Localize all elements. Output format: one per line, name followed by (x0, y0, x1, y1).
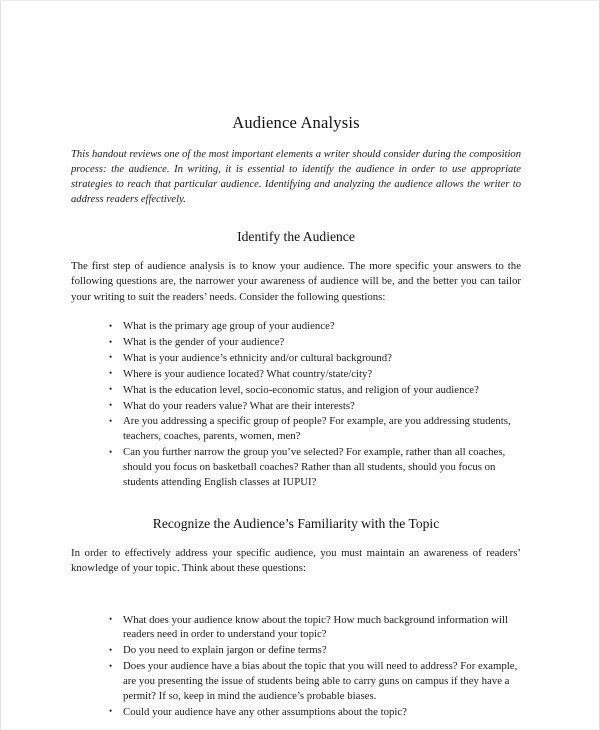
list-item: • What is the primary age group of your audience? (71, 319, 521, 334)
list-item: • Does your audience have a bias about the topic that you will need to address? For example, are you presenting the issue of students being able to carry guns on campus if they have a permit? If so, keep in mind the audience’s probable biases. (71, 659, 521, 704)
section-recognize-familiarity (71, 516, 521, 720)
section-heading-identify-the-audience: Identify the Audience (237, 229, 355, 245)
list-item: • Where is your audience located? What country/state/city? (71, 367, 521, 382)
document-body (71, 113, 521, 721)
list-item: • What do your readers value? What are their interests? (71, 399, 521, 414)
list-item: • What is the education level, socio-economic status, and religion of your audience? (71, 383, 521, 398)
list-item: • Can you further narrow the group you’ve selected? For example, rather than all coaches, should you focus on basketball coaches? Rather than all students, should you focus on students attending English classes at IUPUI? (71, 445, 521, 490)
section-identify-the-audience (71, 229, 521, 490)
list-item: • What is the gender of your audience? (71, 335, 521, 350)
list-item: • Could your audience have any other assumptions about the topic? (71, 705, 521, 720)
list-item: • Are you addressing a specific group of people? For example, are you addressing students, teachers, coaches, parents, women, men? (71, 414, 521, 444)
document-title: Audience Analysis (232, 113, 360, 132)
intro-paragraph: This handout reviews one of the most important elements a writer should consider during the composition process: the audience. In writing, it is essential to identify the audience in order to use appropriate strategies to reach that particular audience. Identifying and analyzing the audience allows the writer to address readers effectively. (71, 149, 521, 206)
list-item: • Do you need to explain jargon or define terms? (71, 643, 521, 658)
section-paragraph-recognize-familiarity: In order to effectively address your specific audience, you must maintain an awareness of readers’ knowledge of your topic. Think about these questions: (71, 546, 521, 575)
question-list-recognize-familiarity (71, 613, 521, 720)
list-spacer (71, 591, 521, 613)
section-heading-recognize-familiarity: Recognize the Audience’s Familiarity with the Topic (152, 515, 440, 531)
section-paragraph-identify-the-audience: The first step of audience analysis is to know your audience. The more specific your answers to the following questions are, the narrower your awareness of audience will be, and the better you can tailor your writing to suit the readers’ needs. Consider the following questions: (71, 260, 521, 303)
list-item: • What is your audience’s ethnicity and/or cultural background? (71, 351, 521, 366)
list-item: • What does your audience know about the topic? How much background information will readers need in order to understand your topic? (71, 613, 521, 643)
question-list-identify-the-audience (71, 319, 521, 490)
